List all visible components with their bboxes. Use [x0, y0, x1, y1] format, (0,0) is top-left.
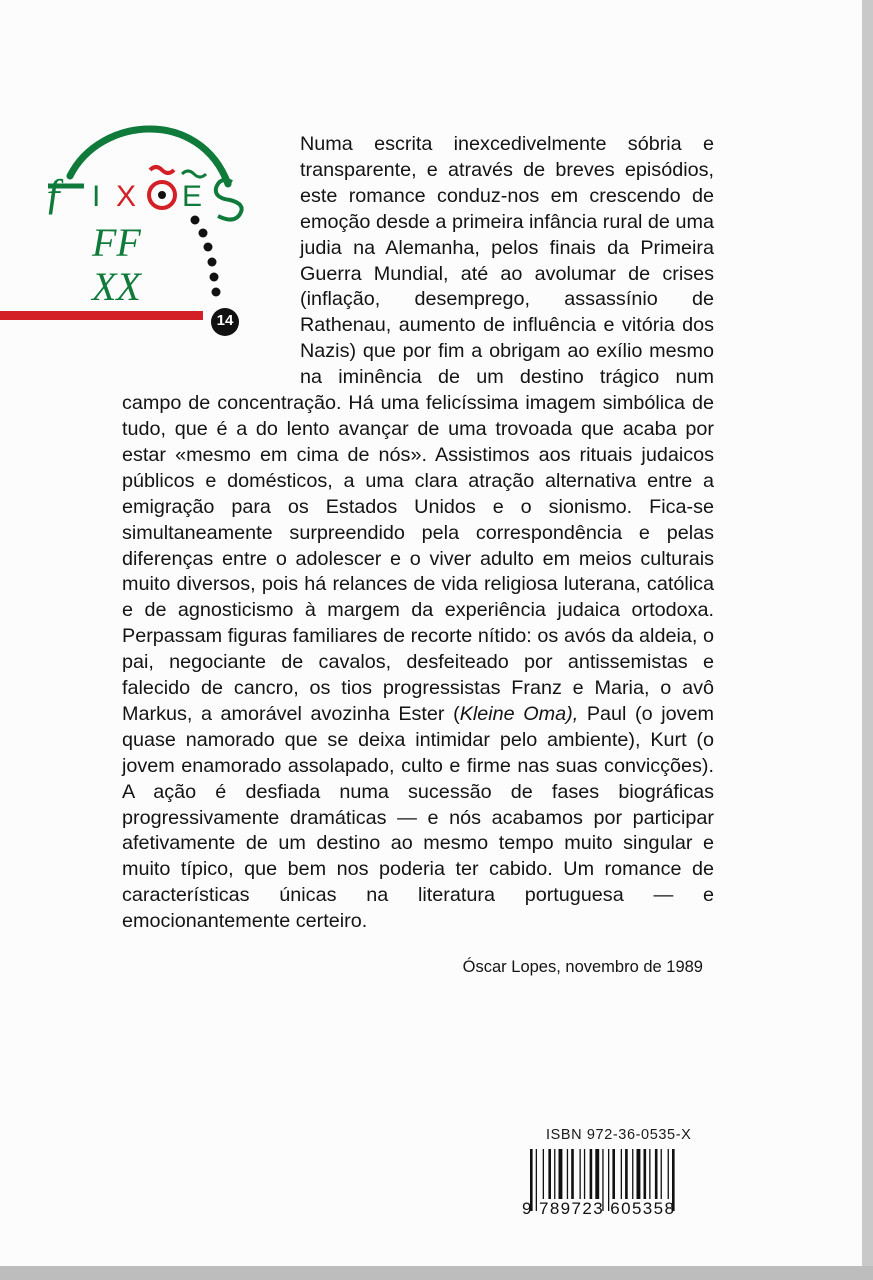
barcode-bar [644, 1149, 647, 1199]
barcode-bar [637, 1149, 641, 1199]
barcode-bar [632, 1149, 633, 1199]
isbn-label: ISBN 972-36-0535-X [546, 1127, 692, 1143]
logo-letter-e: E [182, 180, 203, 213]
barcode-bar [584, 1149, 585, 1199]
barcode-bar [661, 1149, 662, 1199]
logo-roman-top: FF [92, 220, 141, 265]
barcode-bar [590, 1149, 593, 1199]
signature: Óscar Lopes, novembro de 1989 [462, 958, 703, 976]
barcode-bar [571, 1149, 574, 1199]
barcode-bar [649, 1149, 650, 1199]
barcode-bar [655, 1149, 658, 1199]
barcode-bar [567, 1149, 568, 1199]
barcode-bar [668, 1149, 669, 1199]
logo-letter-f: ƒ [44, 169, 66, 218]
page-edge-right [862, 0, 873, 1280]
blurb-part-2: Paul (o jovem quase namorado que se deixa intimidar pelo ambiente), Kurt (o jovem enamorado assolapado, culto e firme nas suas convicções). A ação é desfiada numa sucessão de fases biográficas progressivamente dramáticas — e nós acabamos por participar afetivamente de um destino ao mesmo tempo muito singular e muito típico, que bem nos poderia ter cabido. Um romance de características únicas na literatura portuguesa — e emocionantemente certeiro. [122, 702, 715, 933]
barcode-bar [559, 1149, 563, 1199]
logo-letter-x: X [116, 180, 137, 213]
logo-letter-i: I [92, 180, 101, 213]
barcode-bar [621, 1149, 622, 1199]
volume-number: 14 [216, 312, 234, 329]
blurb-text [122, 132, 714, 935]
barcode-bar [625, 1149, 628, 1199]
logo-roman-bottom: XX [92, 264, 141, 309]
barcode-bar [548, 1149, 551, 1199]
barcode-bar [595, 1149, 599, 1199]
blurb-part-1: Numa escrita inexcedivelmente sóbria e transparente, e através de breves episódios, este romance conduz-nos em crescendo de emoção desde a primeira infância rural de uma judia na Alemanha, pelos finais da Primeira Guerra Mundial, até ao avolumar de crises (inflação, desemprego, assassínio de Rathenau, aumento de influência e vitória dos Nazis) que por fim a obrigam ao exílio mesmo na iminência de um destino trágico num campo de concentração. Há uma felicíssima imagem simbólica de tudo, que é a do lento avançar de uma trovoada que acaba por estar «mesmo em cima de nós». Assistimos aos rituais judaicos públicos e domésticos, a uma clara atração alternativa entre a emigração para os Estados Unidos e o sionismo. Fica-se simultaneamente surpreendido pela correspondência e pelas diferenças entre o adolescer e o viver adulto em meios culturais muito diversos, pois há relances de vida religiosa luterana, católica e de agnosticismo à margem da experiência judaica ortodoxa. Perpassam figuras familiares de recorte nítido: os avós da aldeia, o pai, negociante de cavalos, desfeiteado por antissemistas e falecido de cancro, os tios progressistas Franz e Maria, o avô Markus, a amorável avozinha Ester ( [122, 133, 714, 725]
blurb-italic: Kleine Oma), [459, 702, 579, 725]
barcode-digits: 9 789723 605358 [522, 1199, 676, 1218]
page-edge-bottom [0, 1266, 873, 1280]
barcode-bar [612, 1149, 615, 1199]
barcode-bar [554, 1149, 555, 1199]
barcode-bar [580, 1149, 581, 1199]
barcode-bar [543, 1149, 544, 1199]
